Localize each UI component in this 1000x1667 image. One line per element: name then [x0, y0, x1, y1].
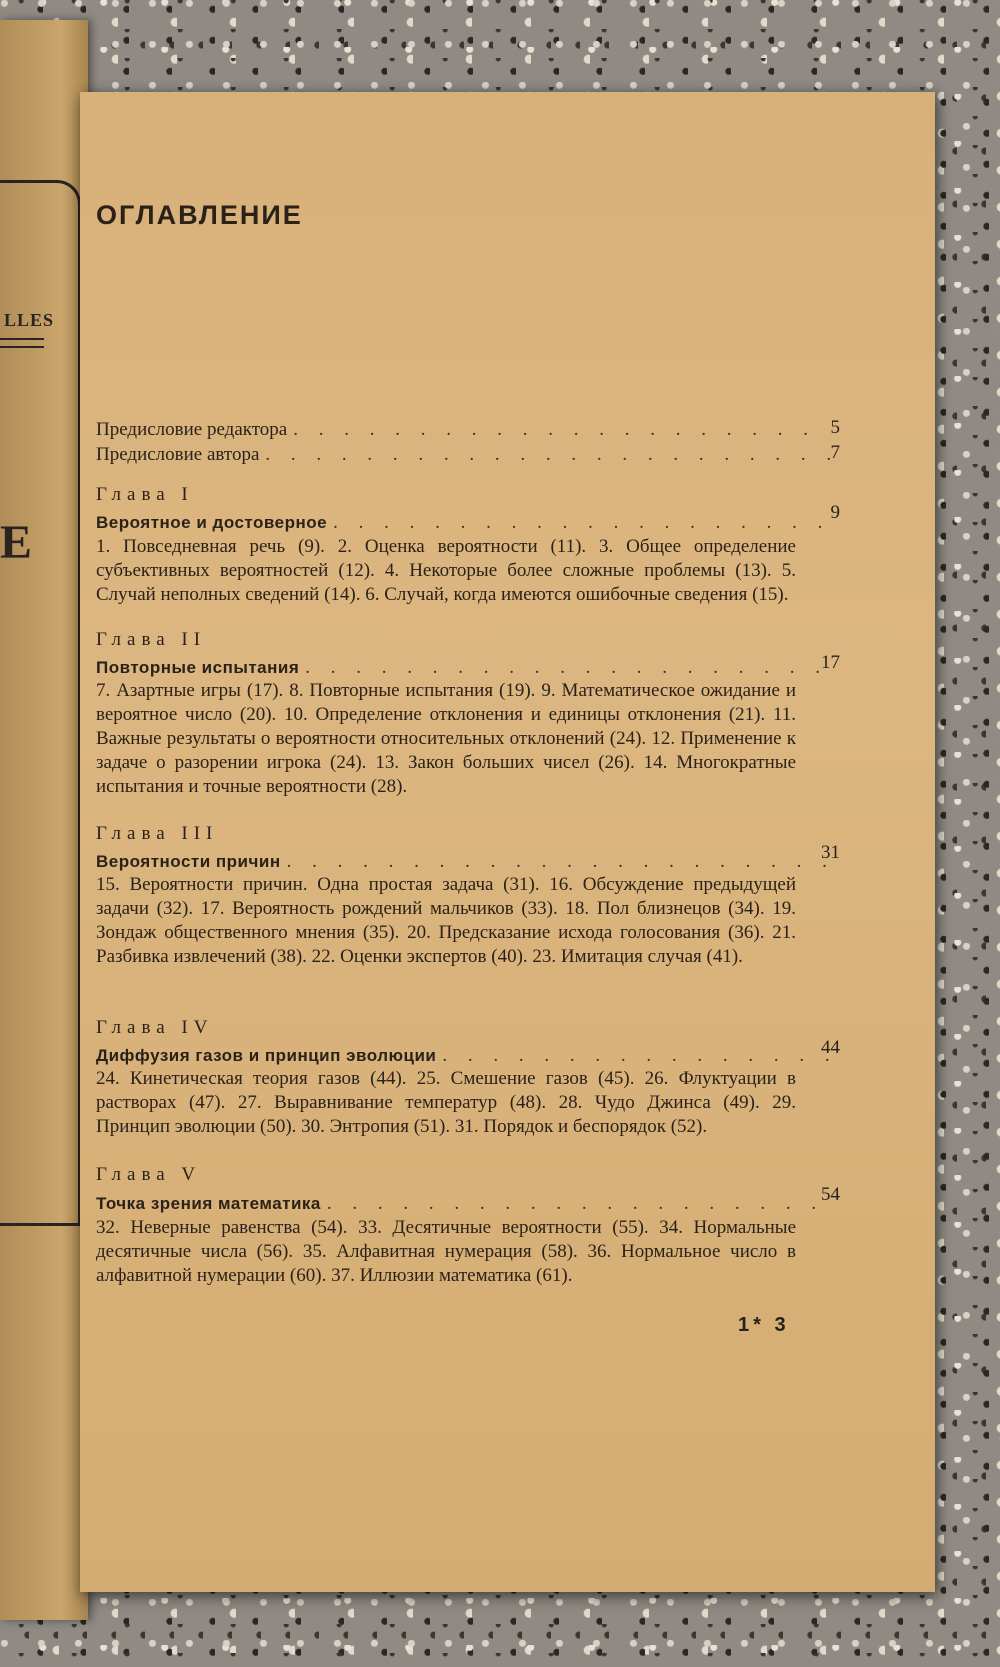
page-title: ОГЛАВЛЕНИЕ [96, 200, 303, 230]
chapter-title-row [96, 1193, 836, 1215]
chapter-title: Вероятное и достоверное [96, 513, 328, 532]
chapter-label: Глава V [96, 1164, 202, 1185]
chapter-page-number: 17 [821, 652, 840, 673]
toc-entry-label: Предисловие автора [96, 444, 260, 465]
toc-entry-page-number: 5 [830, 417, 840, 438]
leader-dots [293, 419, 830, 441]
chapter-page-number: 9 [830, 502, 840, 523]
left-page-fragment-text: LLES [4, 310, 55, 330]
chapter-description: 15. Вероятности причин. Одна простая задача (31). 16. Обсуждение предыдущей задачи (32). 17. Вероятность рождений мальчиков (33). 18. Пол близнецов (34). 19. Зондаж общественного мнения (35). 20. Предсказание исхода голосования (36). 21. Разбивка извлечений (38). 22. Оценки экспертов (40). 23. Имитация случая (41). [96, 874, 796, 967]
left-page-edge [0, 20, 88, 1620]
toc-entry-page-number: 7 [830, 442, 840, 463]
chapter-title: Диффузия газов и принцип эволюции [96, 1046, 437, 1065]
chapter-title-row [96, 851, 836, 873]
chapter-title: Вероятности причин [96, 852, 281, 871]
toc-entry-preface-editor [96, 419, 836, 441]
chapter-label: Глава IV [96, 1017, 214, 1038]
leader-dots [287, 851, 830, 873]
chapter-title-row [96, 657, 836, 679]
chapter-title-row [96, 1045, 836, 1067]
book-page [80, 92, 935, 1592]
chapter-description: 24. Кинетическая теория газов (44). 25. Смешение газов (45). 26. Флуктуации в растворах (47). 27. Выравнивание температур (48). 28. Чудо Джинса (49). 29. Принцип эволюции (50). 30. Энтропия (51). 31. Порядок и беспорядок (52). [96, 1068, 796, 1137]
chapter-title: Повторные испытания [96, 658, 300, 677]
left-page-big-letter: Е [0, 516, 33, 569]
chapter-label: Глава III [96, 823, 219, 844]
chapter-label: Глава II [96, 629, 207, 650]
chapter-description: 1. Повседневная речь (9). 2. Оценка вероятности (11). 3. Общее определение субъективных вероятностей (12). 4. Некоторые более сложные проблемы (13). 5. Случай неполных сведений (14). 6. Случай, когда имеются ошибочные сведения (15). [96, 536, 796, 605]
left-page-frame [0, 180, 81, 1226]
page-footer-number: 1* 3 [738, 1314, 790, 1336]
leader-dots [327, 1193, 830, 1215]
leader-dots [305, 657, 830, 679]
chapter-page-number: 44 [821, 1037, 840, 1058]
leader-dots [442, 1045, 830, 1067]
leader-dots [333, 512, 830, 534]
left-page-rule [0, 346, 44, 348]
chapter-title-row [96, 512, 836, 534]
toc-entry-label: Предисловие редактора [96, 419, 288, 440]
left-page-rule [0, 338, 44, 340]
leader-dots [265, 444, 830, 466]
chapter-page-number: 54 [821, 1184, 840, 1205]
chapter-page-number: 31 [821, 842, 840, 863]
toc-entry-preface-author [96, 444, 836, 466]
chapter-label: Глава I [96, 484, 194, 505]
chapter-title: Точка зрения математика [96, 1194, 321, 1213]
chapter-description: 32. Неверные равенства (54). 33. Десятичные вероятности (55). 34. Нормальные десятичные числа (56). 35. Алфавитная нумерация (58). 36. Нормальное число в алфавитной нумерации (60). 37. Иллюзии математика (61). [96, 1217, 796, 1286]
chapter-description: 7. Азартные игры (17). 8. Повторные испытания (19). 9. Математическое ожидание и вероятное число (20). 10. Определение отклонения и единицы отклонения (21). 11. Важные результаты о вероятности относительных отклонений (24). 12. Применение к задаче о разорении игрока (24). 13. Закон больших чисел (26). 14. Многократные испытания и точные вероятности (28). [96, 680, 796, 797]
